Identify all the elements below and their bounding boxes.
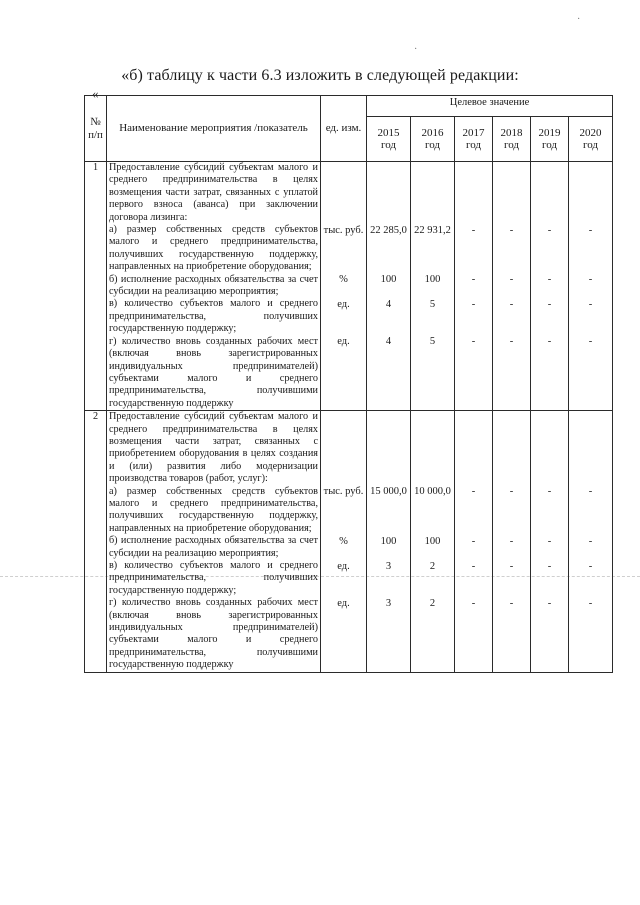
scan-speck: ·: [577, 14, 581, 25]
header-year-number: 2017: [462, 127, 485, 139]
row-description: [107, 411, 321, 673]
indicator-text: б) исполнение расходных обязательства за счет субсидии на реализацию мероприятия;: [109, 535, 318, 559]
target-value: -: [547, 560, 552, 572]
table-body: [85, 162, 613, 673]
header-year-suffix: год: [465, 139, 482, 151]
value-column-2016: [411, 162, 455, 411]
unit-column: [321, 411, 367, 673]
header-year-2018: [493, 117, 531, 162]
value-column-2016: [411, 411, 455, 673]
target-value: -: [471, 486, 476, 498]
header-year-2017: [455, 117, 493, 162]
target-value: -: [509, 486, 514, 498]
target-value: 15 000,0: [370, 486, 407, 498]
target-value: -: [509, 560, 514, 572]
target-value: -: [547, 224, 552, 236]
target-value: -: [471, 597, 476, 609]
row-number: 2: [85, 411, 107, 673]
row-number: 1: [85, 162, 107, 411]
target-value: -: [509, 224, 514, 236]
target-value: 100: [424, 535, 441, 547]
header-year-suffix: год: [503, 139, 520, 151]
header-year-number: 2015: [377, 127, 400, 139]
header-year-number: 2018: [500, 127, 523, 139]
target-value: 2: [429, 560, 436, 572]
target-value: -: [588, 274, 593, 286]
header-year-2019: [531, 117, 569, 162]
indicator-text: г) количество вновь созданных рабочих мест (включая вновь зарегистрированных индивидуальных предпринимателей) субъектами малого и среднего предпринимательства, получившими государственную поддержку: [109, 335, 318, 409]
header-target-value: Целевое значение: [367, 96, 613, 117]
target-value: -: [588, 298, 593, 310]
target-value: -: [547, 597, 552, 609]
target-value: 5: [429, 336, 436, 348]
header-year-suffix: год: [541, 139, 558, 151]
target-value: 3: [385, 560, 392, 572]
target-value: 2: [429, 597, 436, 609]
header-year-suffix: год: [424, 139, 441, 151]
value-column-2017: [455, 162, 493, 411]
target-value: -: [509, 597, 514, 609]
header-year-2020: [569, 117, 613, 162]
target-value: 22 931,2: [414, 224, 451, 236]
target-value: -: [471, 535, 476, 547]
value-column-2015: [367, 162, 411, 411]
unit-value: ед.: [337, 560, 350, 572]
scan-speck: ·: [414, 44, 418, 55]
unit-value: %: [339, 535, 348, 547]
measure-title: Предоставление субсидий субъектам малого и среднего предпринимательства в целях возмещения части затрат, связанных с приобретением оборудования в целях создания и (или) развития либо модернизации производства товаров (работ, услуг):: [109, 411, 318, 485]
target-value: -: [588, 486, 593, 498]
unit-value: ед.: [337, 298, 350, 310]
unit-value: %: [339, 274, 348, 286]
header-year-number: 2019: [538, 127, 561, 139]
value-column-2019: [531, 162, 569, 411]
target-value: -: [471, 560, 476, 572]
indicator-text: в) количество субъектов малого и среднего предпринимательства, получивших государственную поддержку;: [109, 298, 318, 335]
unit-value: тыс. руб.: [323, 486, 364, 498]
target-value: -: [588, 535, 593, 547]
target-value: 5: [429, 298, 436, 310]
target-value: 100: [424, 274, 441, 286]
targets-table: [84, 95, 613, 673]
target-value: 10 000,0: [414, 486, 451, 498]
table-row: [85, 411, 613, 673]
header-unit: ед. изм.: [321, 96, 367, 162]
target-value: -: [509, 298, 514, 310]
target-value: -: [547, 486, 552, 498]
target-value: 100: [380, 274, 397, 286]
target-value: -: [471, 298, 476, 310]
target-value: -: [588, 224, 593, 236]
target-value: -: [547, 274, 552, 286]
target-value: -: [509, 274, 514, 286]
table-row: [85, 162, 613, 411]
unit-column: [321, 162, 367, 411]
header-year-suffix: год: [583, 139, 599, 151]
target-value: 3: [385, 597, 392, 609]
target-value: -: [547, 535, 552, 547]
row-description: [107, 162, 321, 411]
measure-title: Предоставление субсидий субъектам малого и среднего предпринимательства в целях возмещения части затрат, связанных с уплатой первого взноса (аванса) при заключении договора лизинга:: [109, 162, 318, 223]
header-year-2015: [367, 117, 411, 162]
value-column-2020: [569, 162, 613, 411]
target-value: -: [547, 336, 552, 348]
indicator-text: а) размер собственных средств субъектов малого и среднего предпринимательства, получивших государственную поддержку, направленных на приобретение оборудования;: [109, 485, 318, 534]
header-year-suffix: год: [380, 139, 397, 151]
opening-quote: «: [92, 86, 99, 101]
header-year-number: 2020: [579, 127, 602, 139]
target-value: -: [471, 336, 476, 348]
value-column-2015: [367, 411, 411, 673]
target-value: -: [547, 298, 552, 310]
target-value: 100: [380, 535, 397, 547]
value-column-2020: [569, 411, 613, 673]
indicator-text: а) размер собственных средств субъектов малого и среднего предпринимательства, получивших государственную поддержку, направленных на приобретение оборудования;: [109, 224, 318, 273]
value-column-2018: [493, 411, 531, 673]
indicator-text: в) количество субъектов малого и среднего предпринимательства, получивших государственную поддержку;: [109, 560, 318, 596]
header-number: № п/п: [85, 96, 107, 162]
target-value: -: [509, 535, 514, 547]
target-value: -: [588, 560, 593, 572]
target-value: -: [588, 597, 593, 609]
target-value: 4: [385, 336, 392, 348]
header-name: Наименование мероприятия /показатель: [107, 96, 321, 162]
unit-value: ед.: [337, 597, 350, 609]
indicator-text: б) исполнение расходных обязательства за счет субсидии на реализацию мероприятия;: [109, 273, 318, 298]
value-column-2017: [455, 411, 493, 673]
target-value: -: [588, 336, 593, 348]
page-heading: «б) таблицу к части 6.3 изложить в следующей редакции:: [121, 67, 519, 84]
target-value: 22 285,0: [370, 224, 407, 236]
header-year-2016: [411, 117, 455, 162]
unit-value: тыс. руб.: [323, 224, 364, 236]
target-value: -: [509, 336, 514, 348]
target-value: -: [471, 274, 476, 286]
value-column-2018: [493, 162, 531, 411]
unit-value: ед.: [337, 336, 350, 348]
value-column-2019: [531, 411, 569, 673]
target-value: -: [471, 224, 476, 236]
target-value: 4: [385, 298, 392, 310]
header-year-number: 2016: [421, 127, 444, 139]
indicator-text: г) количество вновь созданных рабочих мест (включая вновь зарегистрированных индивидуальных предпринимателей) субъектами малого и среднего предпринимательства, получившими государственную поддержку: [109, 597, 318, 671]
